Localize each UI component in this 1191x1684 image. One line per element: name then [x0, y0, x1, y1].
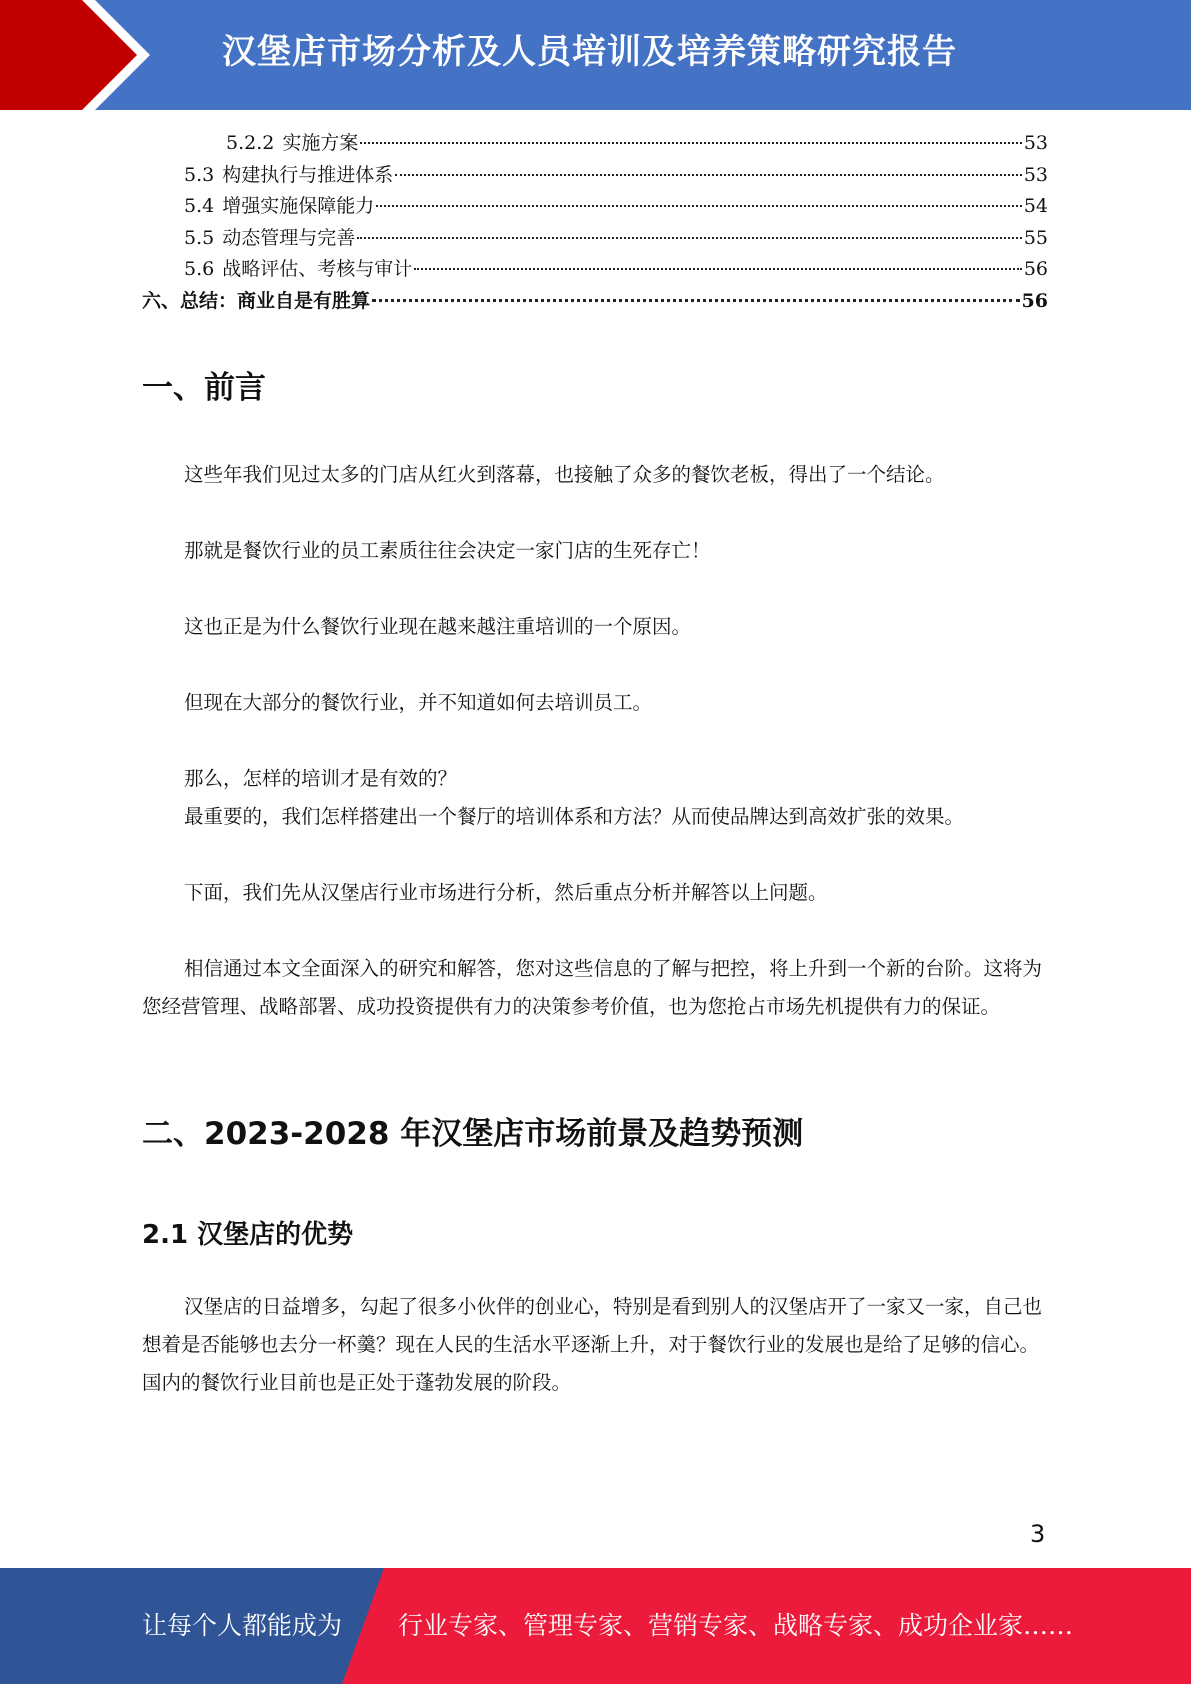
toc-leader-dots [360, 142, 1021, 144]
paragraph: 最重要的，我们怎样搭建出一个餐厅的培训体系和方法？从而使品牌达到高效扩张的效果。 [184, 805, 965, 828]
paragraph: 汉堡店的日益增多，勾起了很多小伙伴的创业心，特别是看到别人的汉堡店开了一家又一家，自己也想着是否能够也去分一杯羹？现在人民的生活水平逐渐上升，对于餐饮行业的发展也是给了足够的信心。国内的餐饮行业目前也是正处于蓬勃发展的阶段。 [142, 1295, 1043, 1394]
toc-leader-dots [414, 268, 1022, 270]
toc-entry-title: 实施方案 [282, 132, 359, 154]
toc-entry-title: 动态管理与完善 [222, 226, 356, 249]
paragraph: 这也正是为什么餐饮行业现在越来越注重培训的一个原因。 [184, 615, 692, 638]
toc-entry[interactable] [142, 254, 1048, 286]
footer-slogan-right: 行业专家、管理专家、营销专家、战略专家、成功企业家…… [398, 1611, 1074, 1640]
toc-entry-number: 5.2.2 [226, 132, 275, 154]
toc-entry-number: 5.5 [184, 226, 215, 249]
toc-entry[interactable] [142, 286, 1048, 318]
toc-entry[interactable] [142, 223, 1048, 255]
toc-leader-dots [372, 299, 1020, 302]
toc-entry-title: 六、总结：商业自是有胜算 [142, 289, 371, 312]
toc-leader-dots [376, 205, 1022, 207]
paragraph: 但现在大部分的餐饮行业，并不知道如何去培训员工。 [184, 691, 653, 714]
toc-entry-number: 5.4 [184, 195, 215, 217]
toc-entry[interactable] [142, 160, 1048, 192]
section-heading-forecast: 二、2023-2028 年汉堡店市场前景及趋势预测 [142, 1116, 804, 1152]
footer-slogan-left: 让每个人都能成为 [142, 1611, 343, 1640]
paragraph: 那么，怎样的培训才是有效的？ [184, 767, 458, 790]
toc-entry[interactable] [142, 128, 1048, 160]
toc-entry-page: 54 [1023, 195, 1048, 217]
toc-entry-page: 55 [1023, 226, 1048, 249]
paragraph: 下面，我们先从汉堡店行业市场进行分析，然后重点分析并解答以上问题。 [184, 881, 828, 904]
paragraph: 相信通过本文全面深入的研究和解答，您对这些信息的了解与把控，将上升到一个新的台阶。这将为您经营管理、战略部署、成功投资提供有力的决策参考价值，也为您抢占市场先机提供有力的保证。 [142, 957, 1043, 1018]
table-of-contents [142, 128, 1048, 317]
toc-entry[interactable] [142, 191, 1048, 223]
toc-entry-title: 构建执行与推进体系 [222, 163, 394, 186]
toc-entry-number: 5.6 [184, 258, 215, 280]
document-title: 汉堡店市场分析及人员培训及培养策略研究报告 [222, 32, 957, 72]
page-header [0, 0, 1191, 110]
toc-entry-title: 增强实施保障能力 [222, 195, 375, 217]
paragraph: 这些年我们见过太多的门店从红火到落幕，也接触了众多的餐饮老板，得出了一个结论。 [184, 463, 945, 486]
page-number: 3 [1030, 1520, 1046, 1548]
header-arrow-decoration [0, 0, 150, 110]
toc-leader-dots [395, 174, 1022, 176]
subsection-heading-advantages: 2.1 汉堡店的优势 [142, 1220, 354, 1250]
toc-entry-page: 53 [1023, 132, 1048, 154]
page-footer [0, 1568, 1191, 1684]
toc-entry-page: 56 [1023, 258, 1048, 280]
paragraph: 那就是餐饮行业的员工素质往往会决定一家门店的生死存亡！ [184, 539, 711, 562]
toc-entry-page: 53 [1023, 163, 1048, 186]
toc-entry-title: 战略评估、考核与审计 [222, 258, 413, 280]
section-heading-preface: 一、前言 [142, 370, 266, 406]
toc-entry-page: 56 [1021, 289, 1048, 312]
toc-entry-number: 5.3 [184, 163, 215, 186]
toc-leader-dots [357, 237, 1022, 239]
